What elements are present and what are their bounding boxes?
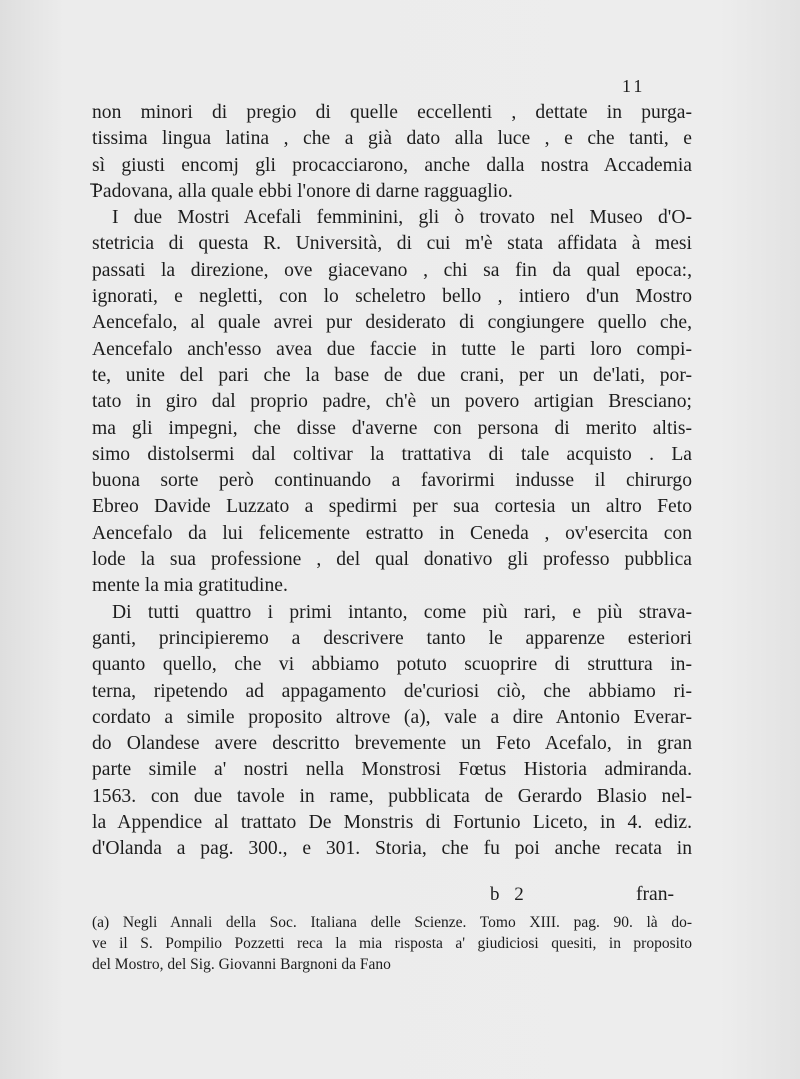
text-line: buona sorte però continuando a favorirmi indusse il chirurgo: [92, 470, 692, 492]
text-line: ignorati, e negletti, con lo scheletro bello , intiero d'un Mostro: [92, 286, 692, 308]
text-line: stetricia di questa R. Università, di cui m'è stata affidata à mesi: [92, 233, 692, 255]
paragraph-start-line: Di tutti quattro i primi intanto, come più rari, e più strava-: [112, 601, 692, 623]
text-line: Padovana, alla quale ebbi l'onore di darne ragguaglio.: [92, 180, 513, 202]
text-line: lode la sua professione , del qual donativo gli professo pubblica: [92, 549, 692, 571]
text-line: terna, ripetendo ad appagamento de'curiosi ciò, che abbiamo ri-: [92, 680, 692, 702]
text-line: parte simile a' nostri nella Monstrosi Fœtus Historia admiranda.: [92, 759, 692, 781]
footnote-line: del Mostro, del Sig. Giovanni Bargnoni da Fano: [92, 956, 391, 973]
footnote-line: ve il S. Pompilio Pozzetti reca la mia risposta a' giudiciosi quesiti, in proposito: [92, 935, 692, 952]
footnote: [92, 912, 692, 975]
body-text: [92, 100, 692, 863]
catchword: fran-: [636, 884, 675, 905]
signature-mark: b 2: [490, 884, 529, 905]
text-line: tato in giro dal proprio padre, ch'è un povero artigian Bresciano;: [92, 391, 692, 413]
text-line: mente la mia gratitudine.: [92, 575, 288, 597]
text-line: Ebreo Davide Luzzato a spedirmi per sua cortesia un altro Feto: [92, 496, 692, 518]
text-line: Aencefalo, al quale avrei pur desiderato di congiungere quello che,: [92, 312, 692, 334]
text-line: ganti, principieremo a descrivere tanto le apparenze esteriori: [92, 627, 692, 649]
footnote-line: (a) Negli Annali della Soc. Italiana delle Scienze. Tomo XIII. pag. 90. là do-: [92, 914, 692, 931]
text-line: do Olandese avere descritto brevemente un Feto Acefalo, in gran: [92, 733, 692, 755]
text-line: passati la direzione, ove giacevano , chi sa fin da qual epoca:,: [92, 259, 692, 281]
text-line: Aencefalo da lui felicemente estratto in Ceneda , ov'esercita con: [92, 522, 692, 544]
page-number: 11: [622, 76, 646, 96]
paragraph-start-line: I due Mostri Acefali femminini, gli ò trovato nel Museo d'O-: [112, 207, 692, 229]
text-line: simo distolsermi dal coltivar la trattativa di tale acquisto . La: [92, 443, 692, 465]
text-line: sì giusti encomj gli procacciarono, anche dalla nostra Accademia: [92, 154, 692, 176]
text-line: quanto quello, che vi abbiamo potuto scuoprire di struttura in-: [92, 654, 692, 676]
text-line: cordato a simile proposito altrove (a), vale a dire Antonio Everar-: [92, 706, 692, 728]
text-line: la Appendice al trattato De Monstris di Fortunio Liceto, in 4. ediz.: [92, 812, 692, 834]
text-line: d'Olanda a pag. 300., e 301. Storia, che fu poi anche recata in: [92, 838, 692, 860]
text-line: te, unite del pari che la base de due crani, per un de'lati, por-: [92, 364, 692, 386]
text-line: Aencefalo anch'esso avea due faccie in tutte le parti loro compi-: [92, 338, 692, 360]
text-line: 1563. con due tavole in rame, pubblicata de Gerardo Blasio nel-: [92, 785, 692, 807]
text-line: tissima lingua latina , che a già dato alla luce , e che tanti, e: [92, 128, 692, 150]
text-line: non minori di pregio di quelle eccellenti , dettate in purga-: [92, 102, 692, 123]
text-line: ma gli impegni, che disse d'averne con persona di merito altis-: [92, 417, 692, 439]
